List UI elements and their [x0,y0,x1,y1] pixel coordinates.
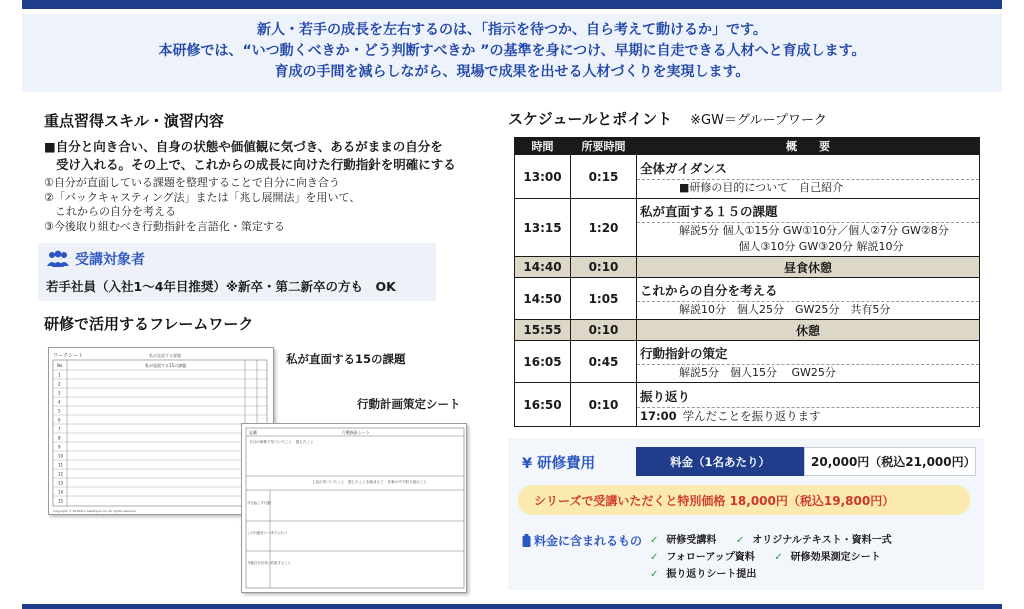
sheet1-row-number: 3 [58,390,61,396]
row-note: 解説5分 個人15分 GW25分 [679,365,836,379]
sheet2-h2: 行動指針シート [342,430,370,435]
sheet1-row-number: 6 [58,417,61,423]
sheet1-row-number: 11 [58,462,64,468]
target-title: 受講対象者 [75,252,145,268]
sheet2-r5: 今後自分自身に約束すること [247,561,292,565]
table-row [515,278,980,320]
sheet1-header: ワークシート [53,353,84,359]
sheet1-row-number: 5 [58,408,61,414]
sheet2-r4: この行動をいつまでに行う [247,531,288,535]
bottom-accent-bar [22,604,1002,609]
action-plan-sheet [241,423,467,593]
battery-icon [522,534,531,547]
schedule-title-text: スケジュールとポイント [508,110,673,128]
sheet2-r1: 今日の研修で気づいたこと 感じたこと [249,440,314,444]
header-summary: 概 要 [637,138,980,155]
row-summary [637,155,980,199]
row-inline [637,408,979,424]
sheet1-col: No [57,363,63,368]
sheet1-row-number: 2 [58,381,61,387]
check-icon: ✓ [650,569,659,580]
sheet1-row-number: 10 [58,453,64,459]
skills-list [44,176,360,234]
sheet2-r3: 今日起こす行動 [247,501,271,505]
skills-lead-line-1: ■自分と向き合い、自身の状態や価値観に気づき、あるがままの自分を [44,139,443,154]
row-note: 解説10分 個人25分 GW25分 共有5分 [679,302,891,316]
row-duration: 0:10 [571,257,637,278]
table-row [515,155,980,199]
banner-line-2: 本研修では、“いつ動くべきか・どう判断すべきか ”の基準を身につけ、早期に自走できる人材へと育成します。 [158,43,866,59]
list-item: ✓ 研修効果測定シート [774,549,888,566]
row-end-time: 17:00 [640,408,677,423]
list-item: これからの自分を考える [44,205,176,218]
skills-lead [44,138,504,174]
check-icon: ✓ [650,535,659,546]
table-row [515,383,980,427]
table-row [515,257,980,278]
action-plan-sheet-graphic [242,424,468,594]
row-time: 13:15 [515,199,571,257]
sheet2-r2: 上記の気づいたこと 感じたことを踏まえて 仕事の中で取り組むこと [312,480,427,484]
row-duration: 1:05 [571,278,637,320]
special-price-banner: シリーズで受講いただくと特別価格 18,000円（税込19,800円） [518,485,970,515]
list-item: ✓ オリジナルテキスト・資料一式 [736,532,900,549]
includes-header [522,532,642,549]
fee-panel [508,438,984,590]
target-audience-box [38,243,436,301]
row-title: 昼食休憩 [637,257,980,278]
sheet1-row-number: 4 [58,399,61,405]
table-row [515,320,980,341]
top-accent-bar [22,0,1002,9]
check-icon: ✓ [774,552,783,563]
fee-title: ¥ 研修費用 [522,456,596,472]
row-summary [637,383,980,427]
sheet2-h1: 記載 [249,430,257,435]
header-duration: 所要時間 [571,138,637,155]
row-summary [637,341,980,383]
skills-title: 重点習得スキル・演習内容 [44,112,224,130]
row-time: 16:50 [515,383,571,427]
fee-value: 20,000円（税込21,000円） [804,447,976,476]
list-item: ✓ フォローアップ資料 [650,549,763,566]
sheet1-row-number: 1 [58,372,61,378]
sheet1-row-number: 12 [58,471,64,477]
row-duration: 0:45 [571,341,637,383]
row-note: 学んだことを振り返ります [682,408,821,423]
row-note: ■研修の目的について 自己紹介 [679,180,844,194]
row-time: 14:40 [515,257,571,278]
people-icon [46,250,70,268]
includes-title: 料金に含まれるもの [534,534,643,548]
check-icon: ✓ [735,535,745,546]
row-title: 振り返り [637,386,979,408]
table-header-row [515,138,980,155]
sheet1-sub: 私が直面する15の課題 [145,363,187,368]
sheet1-footer: Copyright © 2019Sou Sekitiguro.Inc All rights reserved. [53,509,137,513]
includes-list [650,532,980,583]
row-summary [637,278,980,320]
row-duration: 1:20 [571,199,637,257]
row-summary [637,199,980,257]
table-row [515,199,980,257]
banner-line-3: 育成の手間を減らしながら、現場で成果を出せる人材づくりを実現します。 [274,64,750,80]
row-note: 解説5分 個人①15分 GW①10分／個人②7分 GW②8分 [679,223,949,237]
sheet1-row-number: 13 [58,480,64,486]
row-time: 13:00 [515,155,571,199]
banner-line-1: 新人・若手の成長を左右するのは、「指示を待つか、自ら考えて動けるか」です。 [257,22,767,38]
row-note: 個人③10分 GW③20分 解説10分 [738,239,904,253]
row-time: 16:05 [515,341,571,383]
sheet1-row-number: 9 [58,444,61,450]
sheet1-label: 私が直面する15の課題 [286,352,406,366]
schedule-title [508,108,827,129]
framework-title: 研修で活用するフレームワーク [44,315,254,333]
sheet2-label: 行動計画策定シート [357,397,461,411]
header-time: 時間 [515,138,571,155]
schedule-note: ※GW＝グループワーク [690,113,827,128]
target-body: 若手社員（入社1～4年目推奨）※新卒・第二新卒の方も OK [46,279,396,294]
sheet1-row-number: 7 [58,426,61,432]
row-time: 15:55 [515,320,571,341]
row-title: 全体ガイダンス [637,158,979,180]
list-item: ③今後取り組むべき行動指針を言語化・策定する [44,219,285,233]
row-title: これからの自分を考える [637,280,979,302]
sheet1-mid: 私が直面する課題 [149,353,181,358]
row-title: 休憩 [637,320,980,341]
sheet1-row-number: 8 [58,435,61,441]
schedule-table [514,137,980,427]
table-row [515,341,980,383]
row-duration: 0:15 [571,155,637,199]
fee-label: 料金（1名あたり） [636,447,804,476]
list-item: ✓ 振り返りシート提出 [650,566,764,583]
list-item: ✓ 研修受講料 [650,532,724,549]
check-icon: ✓ [650,552,659,563]
sheet1-row-number: 15 [58,498,64,504]
row-time: 14:50 [515,278,571,320]
row-duration: 0:10 [571,320,637,341]
list-item: ①自分が直面している課題を整理することで自分に向き合う [44,176,340,189]
list-item: ②「バックキャスティング法」または「兆し展開法」を用いて、 [44,190,361,204]
row-duration: 0:10 [571,383,637,427]
target-header [46,249,145,269]
skills-lead-line-2: 受け入れる。その上で、これからの成長に向けた行動指針を明確にする [56,157,456,172]
row-title: 行動指針の策定 [637,343,979,365]
sheet1-row-number: 14 [58,489,64,495]
row-title: 私が直面する１５の課題 [637,201,979,223]
intro-banner [22,14,1002,92]
